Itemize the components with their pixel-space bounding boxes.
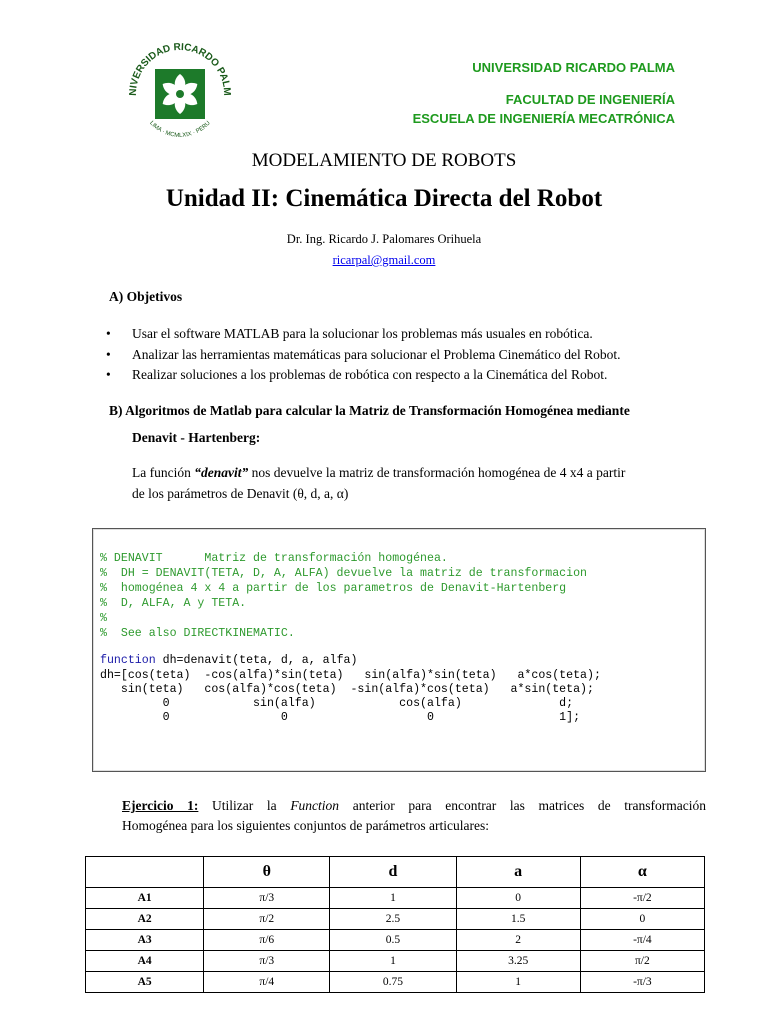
table-cell: π/2 xyxy=(580,951,704,972)
table-cell: 0 xyxy=(580,909,704,930)
table-row xyxy=(86,888,705,909)
table-cell: π/6 xyxy=(204,930,330,951)
para-text: nos devuelve la matriz de transformación homogénea de 4 x4 a partir xyxy=(248,465,626,480)
table-cell: π/4 xyxy=(204,972,330,993)
exercise-line1 xyxy=(122,798,706,814)
section-a-title: A) Objetivos xyxy=(109,289,183,304)
table-header-row xyxy=(86,857,705,888)
exercise-italic: Function xyxy=(290,798,340,813)
objective-text: Analizar las herramientas matemáticas para solucionar el Problema Cinemático del Robot. xyxy=(132,347,621,362)
email-link-wrap xyxy=(0,253,768,268)
table-cell: π/3 xyxy=(204,951,330,972)
objective-text: Usar el software MATLAB para la solucionar los problemas más usuales en robótica. xyxy=(132,326,593,341)
table-cell: 1 xyxy=(330,888,456,909)
table-cell: 0.5 xyxy=(330,930,456,951)
bullet-icon: • xyxy=(106,326,111,341)
dh-parameter-table xyxy=(85,856,705,993)
table-cell: 1 xyxy=(330,951,456,972)
code-listing xyxy=(92,528,706,772)
table-cell: A3 xyxy=(86,930,204,951)
code-comment: % homogénea 4 x 4 a partir de los parametros de Denavit-Hartenberg xyxy=(100,582,567,595)
table-cell: 0 xyxy=(456,888,580,909)
table-row xyxy=(86,972,705,993)
bullet-icon: • xyxy=(106,347,111,362)
logo-emblem xyxy=(155,69,205,119)
school-name: ESCUELA DE INGENIERÍA MECATRÓNICA xyxy=(412,111,675,126)
code-signature: dh=denavit(teta, d, a, alfa) xyxy=(155,654,358,667)
function-name: “denavit” xyxy=(194,465,249,480)
table-cell: 1 xyxy=(456,972,580,993)
table-cell: 3.25 xyxy=(456,951,580,972)
code-line: dh=[cos(teta) -cos(alfa)*sin(teta) sin(alfa)*sin(teta) a*cos(teta); xyxy=(100,669,601,682)
section-b-title: B) Algoritmos de Matlab para calcular la Matriz de Transformación Homogénea mediante xyxy=(109,403,630,418)
bullet-icon: • xyxy=(106,367,111,382)
table-cell: 2 xyxy=(456,930,580,951)
table-cell: -π/2 xyxy=(580,888,704,909)
logo-seal-icon xyxy=(118,36,242,146)
table-cell: π/2 xyxy=(204,909,330,930)
code-comment: % DH = DENAVIT(TETA, D, A, ALFA) devuelve la matriz de transformacion xyxy=(100,567,588,580)
faculty-name: FACULTAD DE INGENIERÍA xyxy=(505,92,675,107)
table-row xyxy=(86,930,705,951)
exercise-text: anterior para encontrar las matrices de transformación xyxy=(339,798,706,813)
course-title: MODELAMIENTO DE ROBOTS xyxy=(251,150,517,171)
exercise-label: Ejercicio 1: xyxy=(122,798,199,813)
table-cell: 0.75 xyxy=(330,972,456,993)
table-cell: 2.5 xyxy=(330,909,456,930)
email-link[interactable]: ricarpal@gmail.com xyxy=(332,253,436,267)
code-comment: % See also DIRECTKINEMATIC. xyxy=(100,627,295,640)
university-logo xyxy=(118,36,242,146)
table-cell: -π/3 xyxy=(580,972,704,993)
section-b-paragraph-line2: de los parámetros de Denavit (θ, d, a, α) xyxy=(132,486,349,501)
table-cell: A2 xyxy=(86,909,204,930)
table-header-cell: θ xyxy=(204,857,330,888)
code-line: 0 0 0 1]; xyxy=(100,711,581,724)
para-text: La función xyxy=(132,465,195,480)
table-cell: A1 xyxy=(86,888,204,909)
author: Dr. Ing. Ricardo J. Palomares Orihuela xyxy=(286,232,482,246)
table-cell: -π/4 xyxy=(580,930,704,951)
code-line: sin(teta) cos(alfa)*cos(teta) -sin(alfa)*cos(teta) a*sin(teta); xyxy=(100,683,594,696)
code-comment: % D, ALFA, A y TETA. xyxy=(100,597,247,610)
section-b-paragraph xyxy=(132,465,625,481)
table-cell: A4 xyxy=(86,951,204,972)
table-cell: 1.5 xyxy=(456,909,580,930)
logo-text-top: NIVERSIDAD RICARDO PALM xyxy=(127,41,233,97)
section-b-subtitle: Denavit - Hartenberg: xyxy=(132,430,261,445)
university-name: UNIVERSIDAD RICARDO PALMA xyxy=(472,60,675,75)
table-header-cell xyxy=(86,857,204,888)
exercise-line2: Homogénea para los siguientes conjuntos de parámetros articulares: xyxy=(122,818,490,833)
code-line: 0 sin(alfa) cos(alfa) d; xyxy=(100,697,574,710)
code-comment: % xyxy=(100,612,107,625)
exercise-text: Utilizar la xyxy=(198,798,291,813)
objective-text: Realizar soluciones a los problemas de robótica con respecto a la Cinemática del Robot. xyxy=(132,367,608,382)
table-row xyxy=(86,909,705,930)
table-header-cell: α xyxy=(580,857,704,888)
table-row xyxy=(86,951,705,972)
code-function-line xyxy=(100,654,357,668)
table-cell: π/3 xyxy=(204,888,330,909)
table-header-cell: d xyxy=(330,857,456,888)
logo-text-bottom: LIMA · MCMLXIX · PERU xyxy=(148,120,212,139)
table-header-cell: a xyxy=(456,857,580,888)
code-keyword: function xyxy=(100,654,156,667)
unit-title: Unidad II: Cinemática Directa del Robot xyxy=(165,185,603,212)
table-cell: A5 xyxy=(86,972,204,993)
code-comment: % DENAVIT Matriz de transformación homogénea. xyxy=(100,552,448,565)
